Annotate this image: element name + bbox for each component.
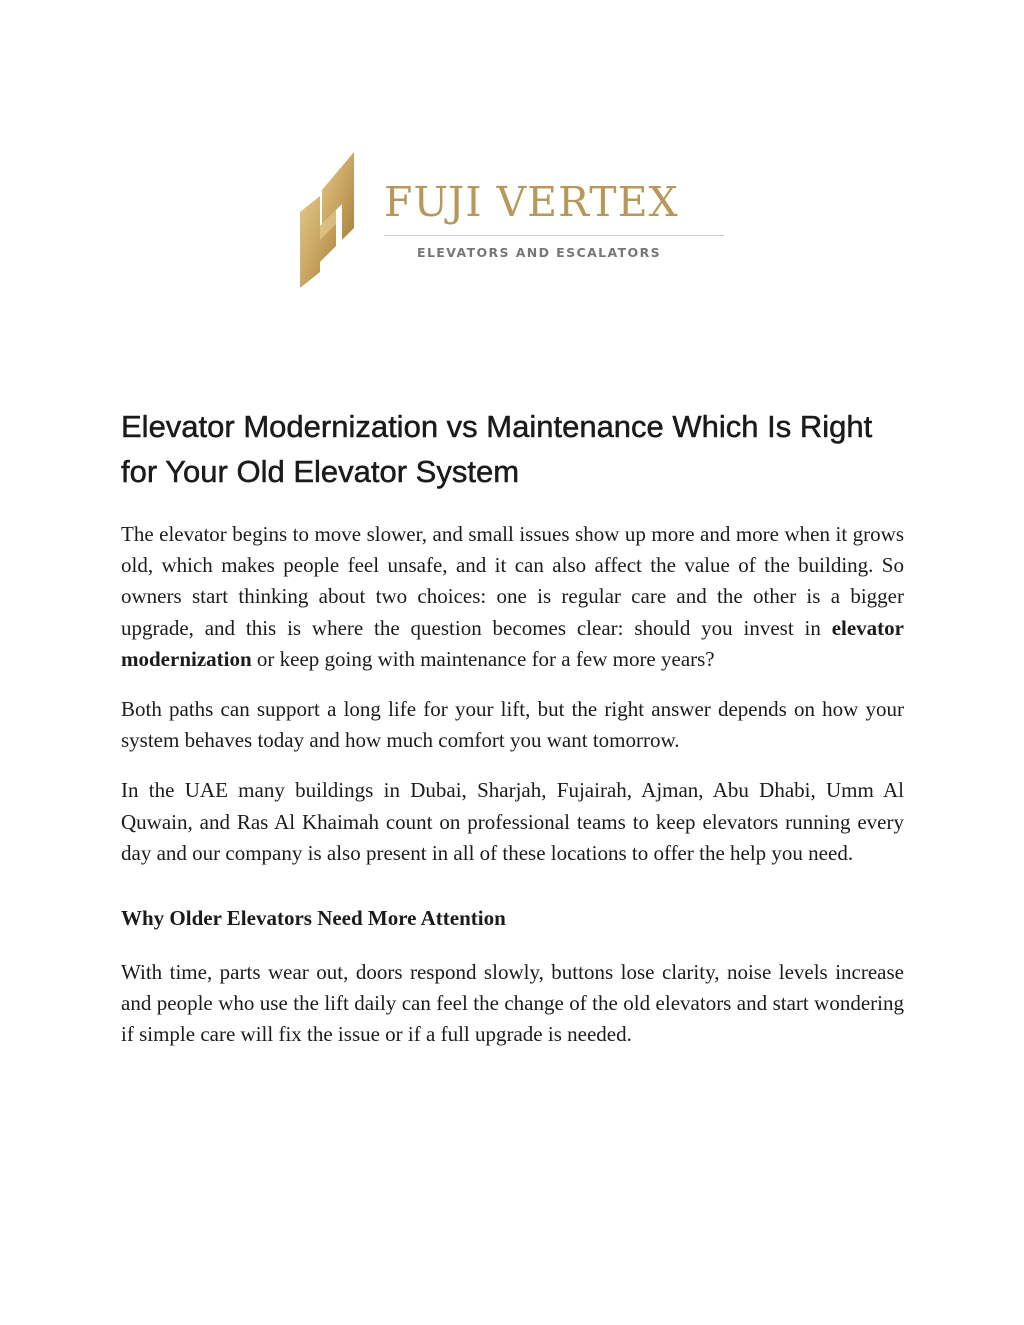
brand-name: FUJI VERTEX — [384, 178, 679, 226]
intro-text-end: or keep going with maintenance for a few more years? — [251, 646, 715, 671]
logo-divider — [384, 235, 724, 236]
section-heading: Why Older Elevators Need More Attention — [121, 906, 506, 931]
brand-tagline: ELEVATORS AND ESCALATORS — [417, 245, 662, 260]
paragraph-four: With time, parts wear out, doors respond slowly, buttons lose clarity, noise levels increase and people who use the lift daily can feel the change of the old elevators and start wondering if simple care will fix the issue or if a full upgrade is needed. — [121, 960, 904, 1047]
article-title: Elevator Modernization vs Maintenance Which Is Right for Your Old Elevator System — [121, 409, 873, 489]
article-body — [121, 404, 904, 1051]
fuji-vertex-logo-mark-icon — [296, 150, 360, 290]
paragraph-two: Both paths can support a long life for your lift, but the right answer depends on how your system behaves today and how much comfort you want tomorrow. — [121, 697, 904, 753]
intro-text-start: The elevator begins to move slower, and small issues show up more and more when it grows old, which makes people feel unsafe, and it can also affect the value of the building. So owners start thinking about two choices: one is regular care and the other is a bigger upgrade, and this is where the question becomes clear: should you invest in — [121, 522, 904, 640]
intro-bold-keyword: elevator modernization — [121, 615, 904, 671]
paragraph-three: In the UAE many buildings in Dubai, Sharjah, Fujairah, Ajman, Abu Dhabi, Umm Al Quwain, and Ras Al Khaimah count on professional teams to keep elevators running every day and our company is also present in all of these locations to offer the help you need. — [121, 778, 904, 865]
intro-paragraph — [121, 519, 904, 675]
company-logo — [296, 150, 728, 290]
